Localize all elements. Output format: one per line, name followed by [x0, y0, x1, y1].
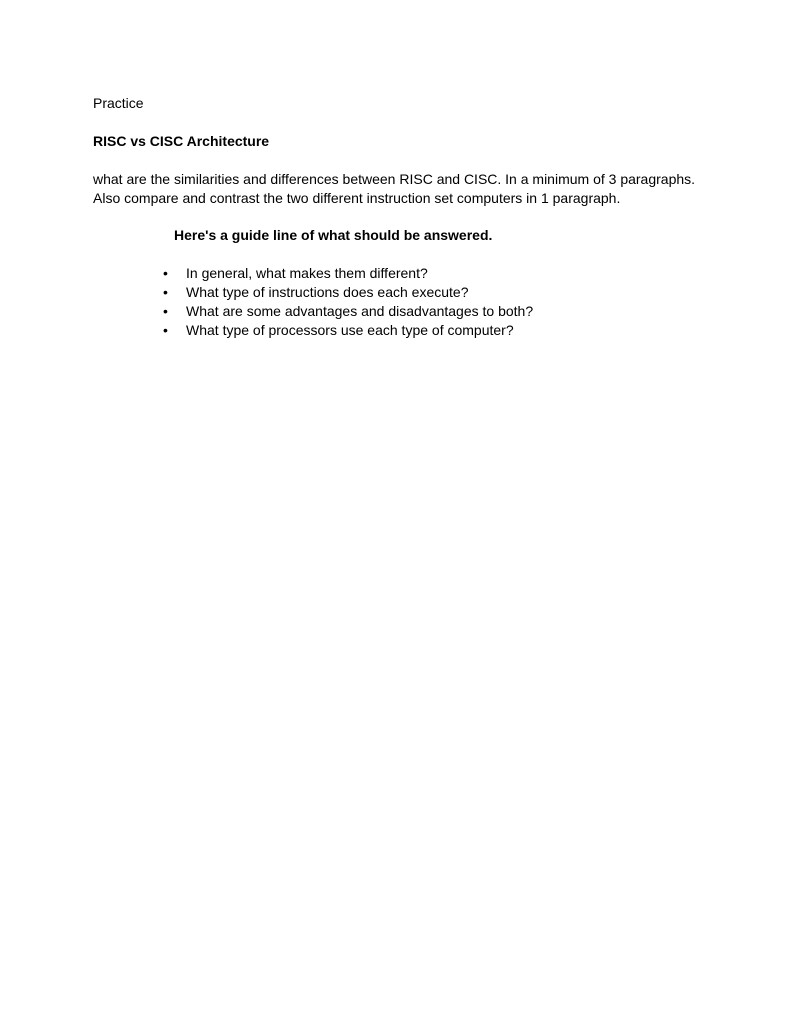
practice-label: Practice	[93, 95, 144, 111]
prompt-line: what are the similarities and differences between RISC and CISC. In a minimum of 3 paragraphs.	[93, 171, 696, 187]
guide-title: Here's a guide line of what should be answered.	[174, 227, 493, 243]
question-text: What type of processors use each type of computer?	[186, 322, 514, 338]
bullet-icon: •	[163, 284, 168, 300]
question-text: What are some advantages and disadvantages to both?	[186, 303, 534, 319]
assignment-prompt	[93, 170, 733, 208]
prompt-line: Also compare and contrast the two different instruction set computers in 1 paragraph.	[93, 190, 621, 206]
list-item	[160, 321, 533, 340]
question-text: What type of instructions does each execute?	[186, 284, 469, 300]
bullet-icon: •	[163, 322, 168, 338]
question-text: In general, what makes them different?	[186, 265, 428, 281]
bullet-icon: •	[163, 265, 168, 281]
list-item	[160, 302, 533, 321]
bullet-icon: •	[163, 303, 168, 319]
list-item	[160, 264, 533, 283]
list-item	[160, 283, 533, 302]
document-title: RISC vs CISC Architecture	[93, 133, 270, 149]
question-list	[160, 264, 533, 340]
